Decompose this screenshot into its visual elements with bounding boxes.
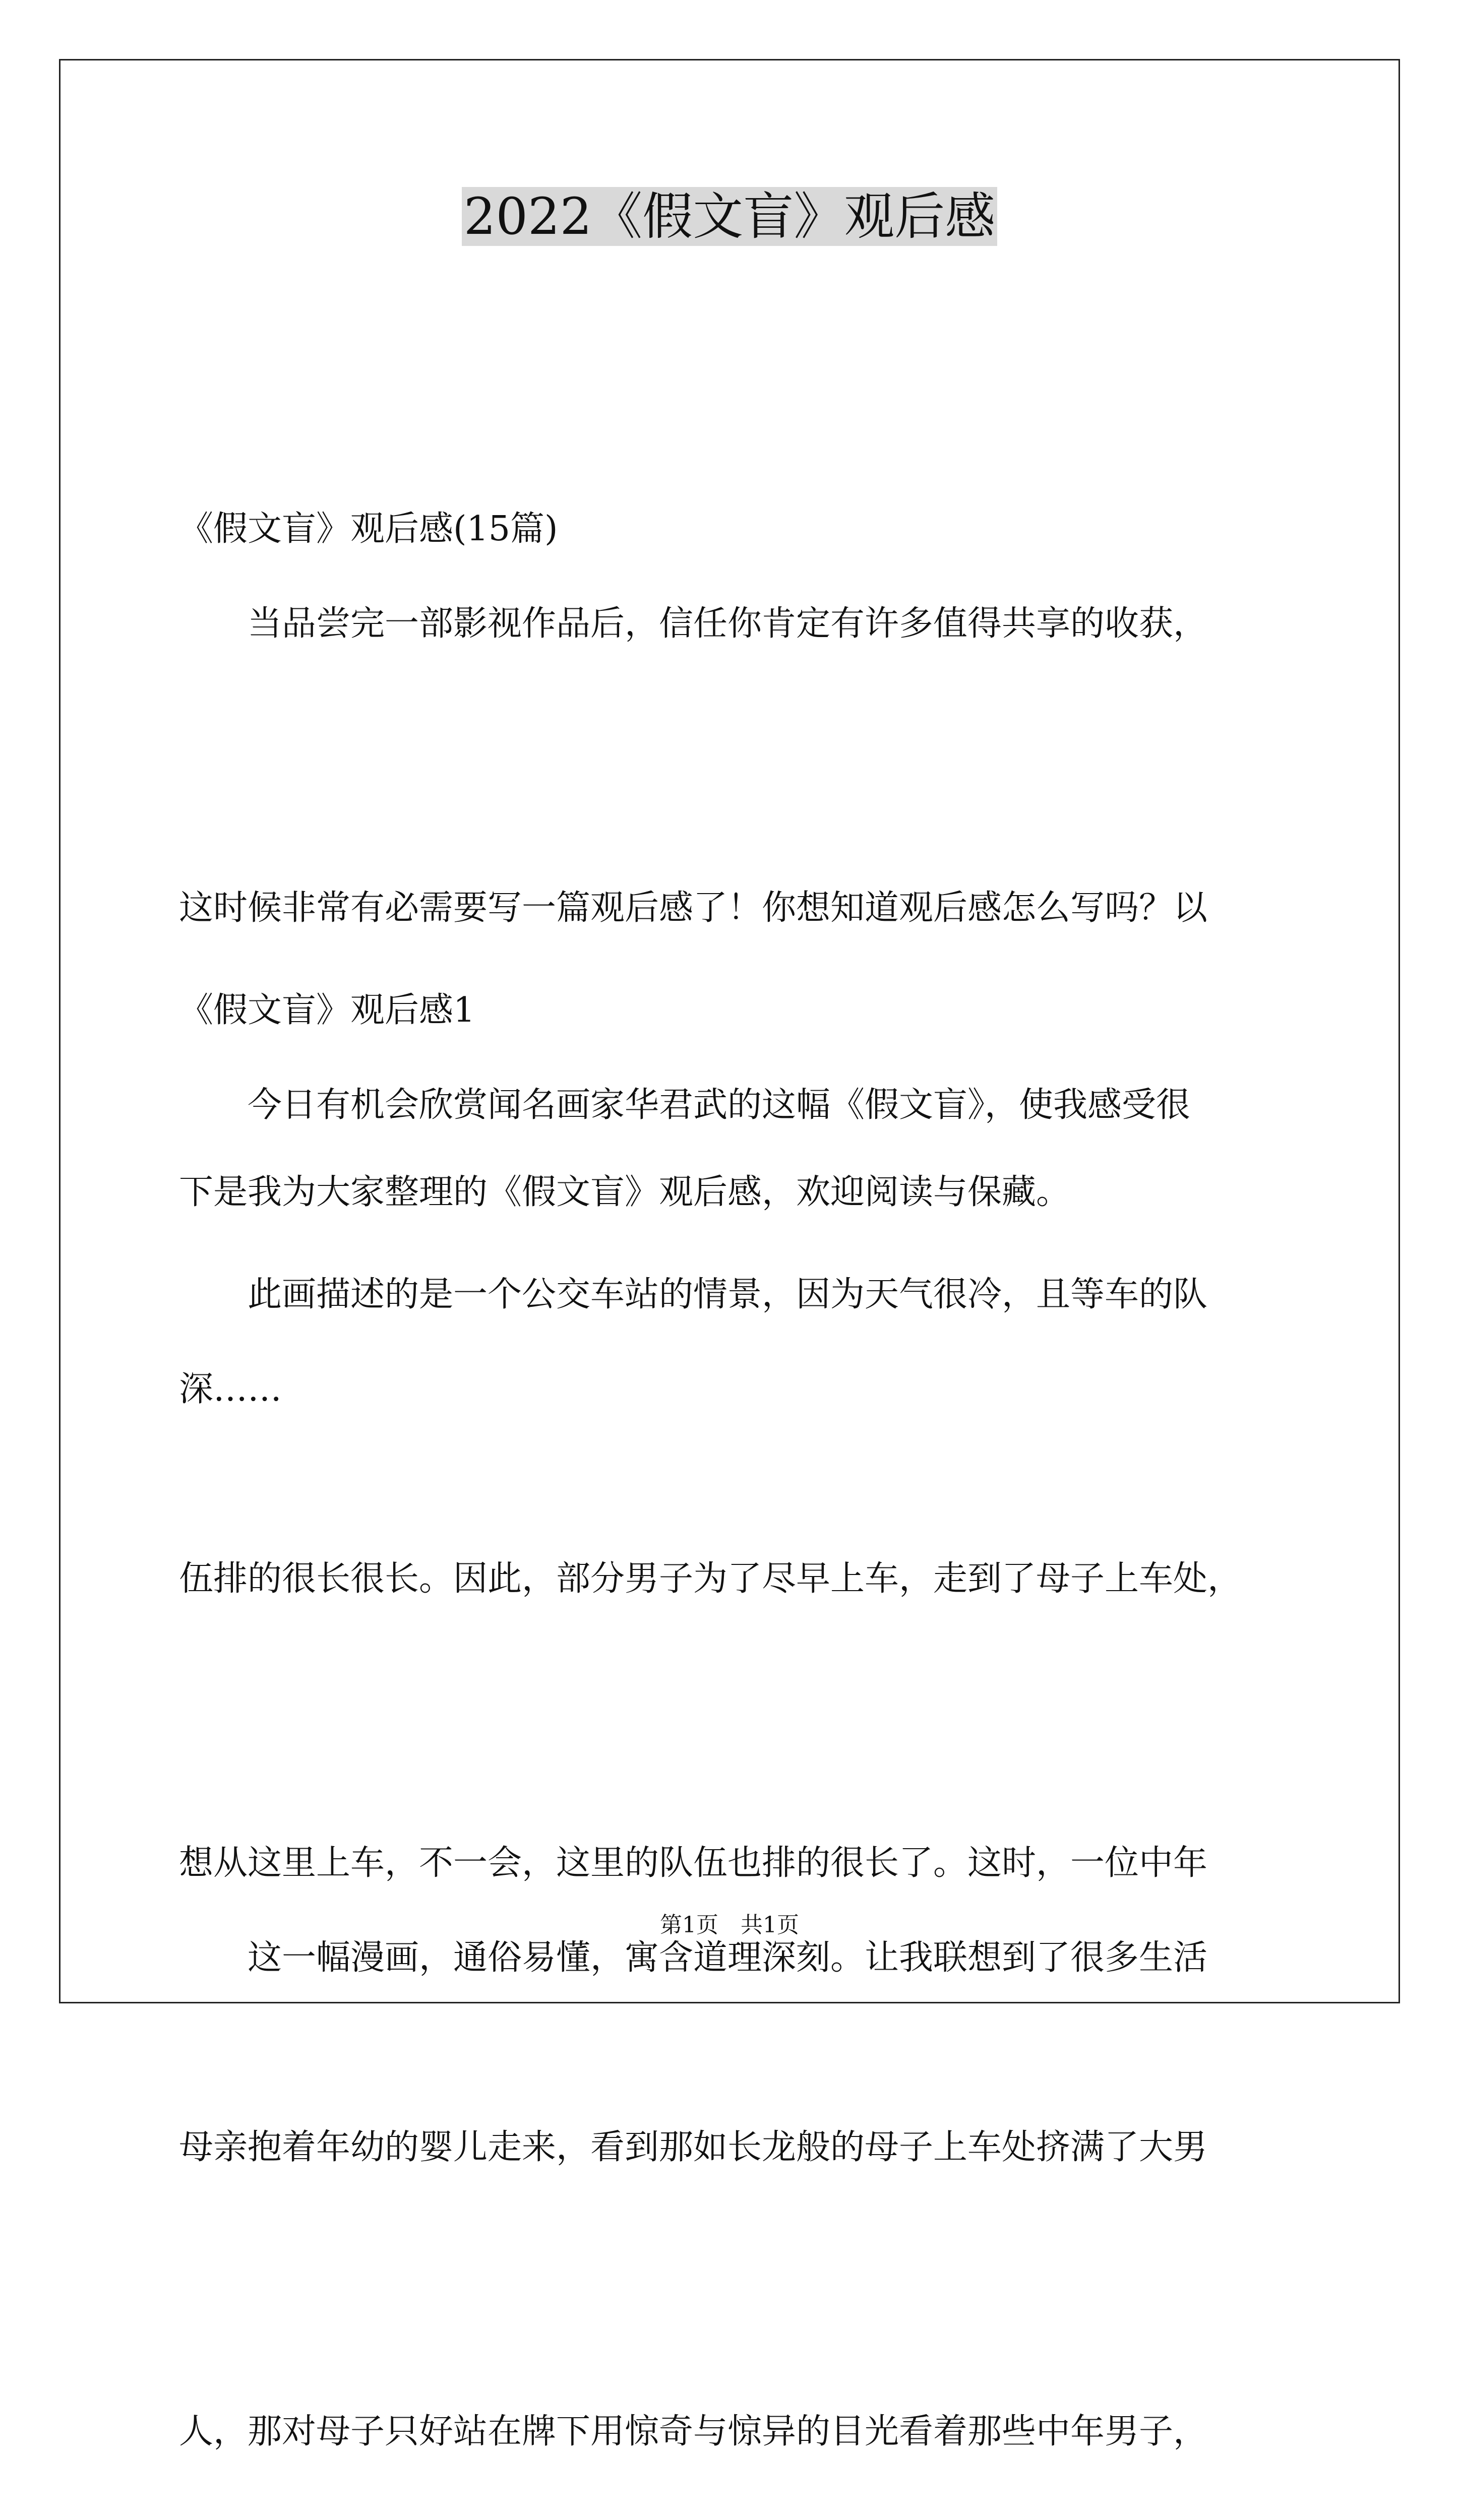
page-footer: 第1页 共1页: [660, 1912, 799, 1938]
p1-line-2: 深……: [179, 1369, 282, 1409]
intro-line-1: 当品尝完一部影视作品后，信任你肯定有许多值得共享的收获，: [179, 604, 1208, 644]
p2-line-1: 此画描述的是一个公交车站的情景，因为天气很冷，且等车的队: [179, 1275, 1208, 1314]
intro-line-3: 下是我为大家整理的《假文盲》观后感，欢迎阅读与保藏。: [179, 1172, 1071, 1212]
intro-line-2: 这时候非常有必需要写一篇观后感了！你想知道观后感怎么写吗？以: [179, 888, 1208, 928]
document-title: [0, 179, 1459, 255]
p2-line-2: 伍排的很长很长。因此，部分男子为了尽早上车，走到了母子上车处，: [179, 1559, 1242, 1599]
p1-line-1: 今日有机会欣赏闻名画家华君武的这幅《假文盲》，使我感受很: [179, 1085, 1191, 1125]
p2-line-3: 想从这里上车，不一会，这里的队伍也排的很长了。这时，一位中年: [179, 1843, 1208, 1883]
p2-line-4: 母亲抱着年幼的婴儿走来，看到那如长龙般的母子上车处挤满了大男: [179, 2127, 1208, 2167]
p2-line-5: 人，那对母子只好站在牌下用惊奇与惊异的目光看着那些中年男子，: [179, 2412, 1208, 2451]
section-heading-line: 《假文盲》观后感1: [179, 990, 475, 1030]
title-highlight: 2022《假文盲》观后感: [462, 187, 998, 246]
p3-line-1: 这一幅漫画，通俗易懂，寓含道理深刻。让我联想到了很多生活: [179, 1938, 1208, 1978]
subtitle-line: 《假文盲》观后感(15篇): [179, 509, 558, 549]
